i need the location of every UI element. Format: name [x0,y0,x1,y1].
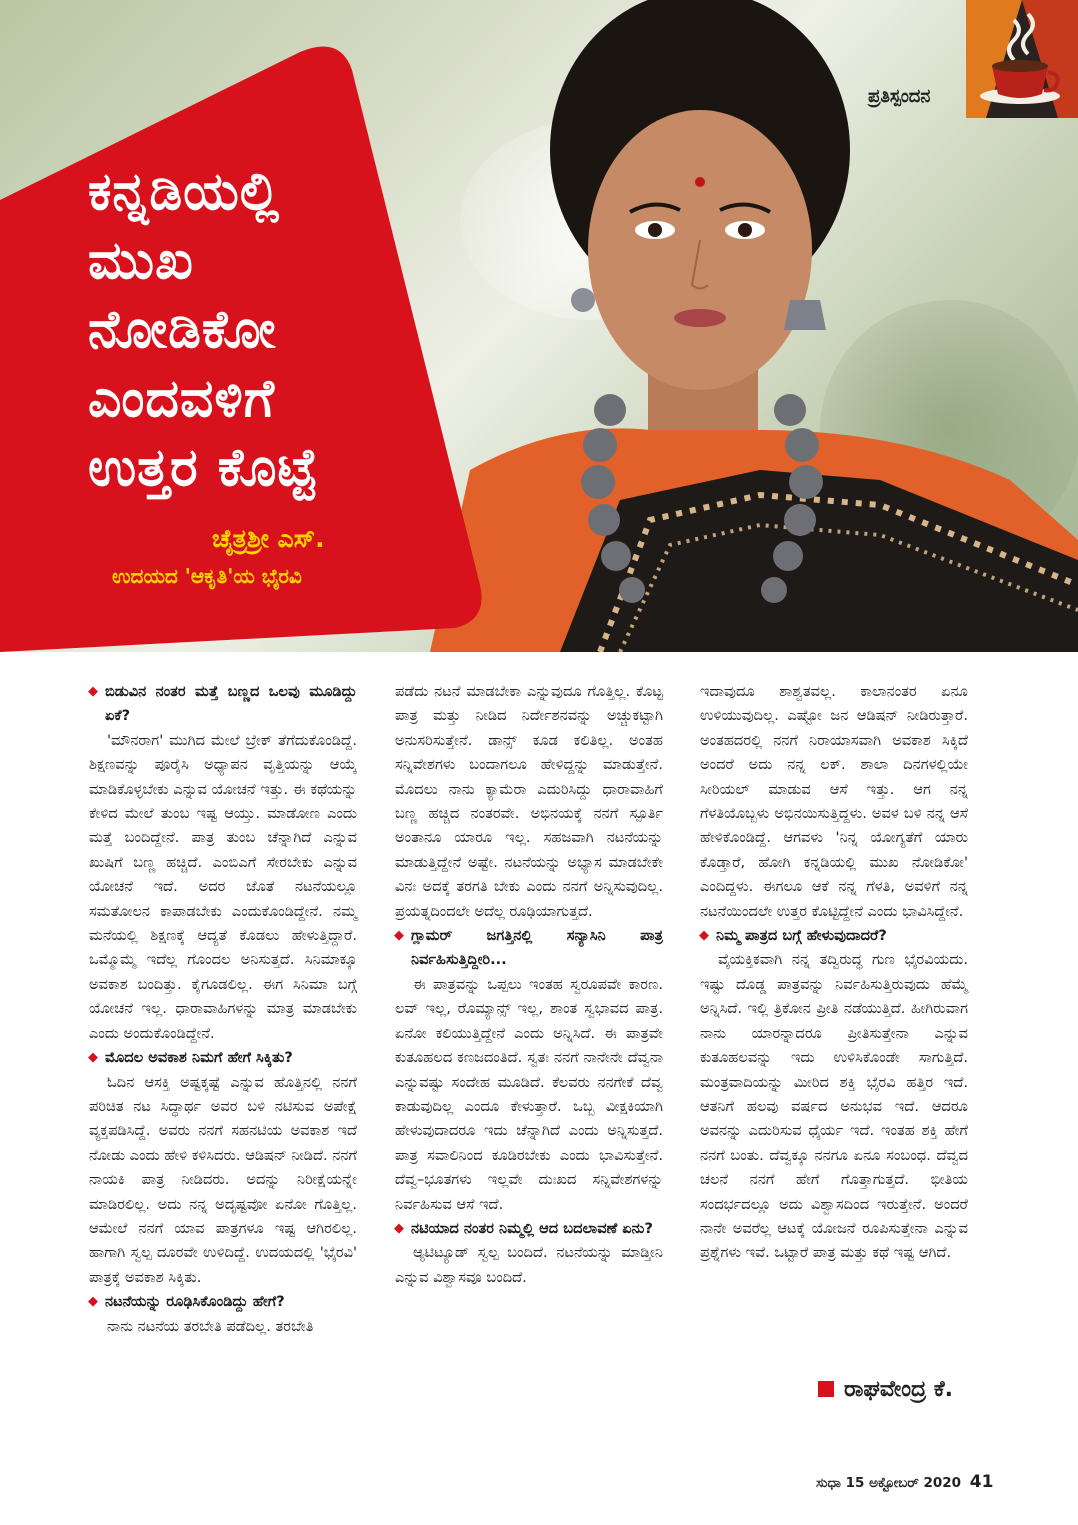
page-number: 41 [969,1472,994,1492]
article-column-1 [89,680,357,1339]
headline-line: ಮುಖ [88,231,194,291]
interview-answer: ಈ ಪಾತ್ರವನ್ನು ಒಪ್ಪಲು ಇಂತಹ ಸ್ವರೂಪವೇ ಕಾರಣ. ಲವ್ ಇಲ್ಲ, ರೊಮ್ಯಾನ್ಸ್ ಇಲ್ಲ, ಶಾಂತ ಸ್ವಭಾವದ ಪಾತ್ರ. ಏನೋ ಕಲಿಯುತ್ತಿದ್ದೇನೆ ಎಂದು ಅನ್ನಿಸಿದೆ. ಈ ಪಾತ್ರವೇ ಕುತೂಹಲದ ಕಣಜದಂತಿದೆ. ಸ್ವತಃ ನನಗೆ ನಾನೇನೇ ದೆವ್ವನಾ ಎನ್ನುವಷ್ಟು ಸಂದೇಹ ಮೂಡಿದೆ. ಕೆಲವರು ನನಗೇಕೆ ದೆವ್ವ ಕಾಡುವುದಿಲ್ಲ ಎಂದೂ ಕೇಳುತ್ತಾರೆ. ಒಬ್ಬ ವೀಕ್ಷಕಿಯಾಗಿ ಹೇಳುವುದಾದರೂ ಇದು ಚೆನ್ನಾಗಿದೆ ಎಂದು ಅನ್ನಿಸುತ್ತದೆ. ಪಾತ್ರ ಸವಾಲಿನಿಂದ ಕೂಡಿರಬೇಕು ಎಂದು ಭಾವಿಸುತ್ತೇನೆ. ದೆವ್ವ–ಭೂತಗಳು ಇಲ್ಲವೇ ದುಃಖದ ಸನ್ನಿವೇಶಗಳನ್ನು ನಿರ್ವಹಿಸುವ ಆಸೆ ಇದೆ. [395,975,663,1213]
interview-question: ◆ ನಟನೆಯನ್ನು ರೂಢಿಸಿಕೊಂಡಿದ್ದು ಹೇಗೆ? [89,1290,357,1314]
article-body [0,680,1078,1380]
page-footer [816,1472,993,1492]
interview-answer: ನಾನು ನಟನೆಯ ತರಬೇತಿ ಪಡೆದಿಲ್ಲ. ತರಬೇತಿ [107,1317,314,1335]
section-label: ಪ್ರತಿಸ್ಪಂದನ [868,86,931,107]
headline-line: ಕನ್ನಡಿಯಲ್ಲಿ [88,162,281,222]
byline-name: ಚೈತ್ರಶ್ರೀ ಎಸ್‌. [212,524,325,553]
coffee-cup-icon [966,0,1078,118]
interview-answer: ವೈಯಕ್ತಿಕವಾಗಿ ನನ್ನ ತದ್ವಿರುದ್ಧ ಗುಣ ಭೈರವಿಯದು. ಇಷ್ಟು ದೊಡ್ಡ ಪಾತ್ರವನ್ನು ನಿರ್ವಹಿಸುತ್ತಿರುವುದು ಹೆಮ್ಮೆ ಅನ್ನಿಸಿದೆ. ಇಲ್ಲಿ ತ್ರಿಕೋನ ಪ್ರೀತಿ ನಡೆಯುತ್ತಿದೆ. ಹೀಗಿರುವಾಗ ನಾನು ಯಾರನ್ನಾದರೂ ಪ್ರೀತಿಸುತ್ತೇನಾ ಎನ್ನುವ ಕುತೂಹಲವನ್ನು ಇದು ಉಳಿಸಿಕೊಂಡೇ ಸಾಗುತ್ತಿದೆ. ಮಂತ್ರವಾದಿಯನ್ನು ಮೀರಿದ ಶಕ್ತಿ ಭೈರವಿ ಹತ್ತಿರ ಇದೆ. ಆತನಿಗೆ ಹಲವು ವರ್ಷದ ಅನುಭವ ಇದೆ. ಆದರೂ ಅವನನ್ನು ಎದುರಿಸುವ ಧೈರ್ಯ ಇದೆ. ಇಂತಹ ಶಕ್ತಿ ಹೇಗೆ ನನಗೆ ಬಂತು. ದೆವ್ವಕ್ಕೂ ನನಗೂ ಏನೂ ಸಂಬಂಧ. ದೆವ್ವದ ಚಲನೆ ನನಗೆ ಹೇಗೆ ಗೊತ್ತಾಗುತ್ತದೆ. ಭೀತಿಯ ಸಂದರ್ಭದಲ್ಲೂ ಅದು ವಿಶ್ವಾಸದಿಂದ ಇರುತ್ತೇನೆ. ಅಂದರೆ ನಾನೇ ಅವರೆಲ್ಲ ಆಟಕ್ಕೆ ಯೋಜನೆ ರೂಪಿಸುತ್ತೇನಾ ಎನ್ನುವ ಪ್ರಶ್ನೆಗಳು ಇವೆ. ಒಟ್ಟಾರೆ ಪಾತ್ರ ಮತ್ತು ಕಥೆ ಇಷ್ಟ ಆಗಿದೆ. [700,951,968,1262]
interview-question: ◆ ಮೊದಲ ಅವಕಾಶ ನಿಮಗೆ ಹೇಗೆ ಸಿಕ್ಕಿತು? [89,1046,357,1070]
headline [88,158,418,503]
section-logo [966,0,1078,118]
interview-answer: ಪಡೆದು ನಟನೆ ಮಾಡಬೇಕಾ ಎನ್ನುವುದೂ ಗೊತ್ತಿಲ್ಲ. ಕೊಟ್ಟ ಪಾತ್ರ ಮತ್ತು ನೀಡಿದ ನಿರ್ದೇಶನವನ್ನು ಅಚ್ಚುಕಟ್ಟಾಗಿ ಅನುಸರಿಸುತ್ತೇನೆ. ಡಾನ್ಸ್ ಕೂಡ ಕಲಿತಿಲ್ಲ. ಅಂತಹ ಸನ್ನಿವೇಶಗಳು ಬಂದಾಗಲೂ ಹೇಳಿದ್ದನ್ನು ಮಾಡುತ್ತೇನೆ. ಮೊದಲು ನಾನು ಕ್ಯಾಮೆರಾ ಎದುರಿಸಿದ್ದು ಧಾರಾವಾಹಿಗೆ ಬಣ್ಣ ಹಚ್ಚಿದ ನಂತರವೇ. ಅಭಿನಯಕ್ಕೆ ನನಗೆ ಸ್ಪೂರ್ತಿ ಅಂತಾನೂ ಯಾರೂ ಇಲ್ಲ. ಸಹಜವಾಗಿ ನಟನೆಯನ್ನು ಮಾಡುತ್ತಿದ್ದೇನೆ ಅಷ್ಟೇ. ನಟನೆಯನ್ನು ಅಭ್ಯಾಸ ಮಾಡಬೇಕೇ ವಿನಃ ಅದಕ್ಕೆ ತರಗತಿ ಬೇಕು ಎಂದು ನನಗೆ ಅನ್ನಿಸುವುದಿಲ್ಲ. ಪ್ರಯತ್ನದಿಂದಲೇ ಅದೆಲ್ಲ ರೂಢಿಯಾಗುತ್ತದೆ. [395,683,663,920]
interview-answer: ಆ್ಯಟಿಟ್ಯೂಡ್ ಸ್ವಲ್ಪ ಬಂದಿದೆ. ನಟನೆಯನ್ನು ಮಾಡ್ತೀನಿ ಎನ್ನುವ ವಿಶ್ವಾಸವೂ ಬಂದಿದೆ. [395,1244,663,1286]
article-column-2 [395,680,663,1290]
hero-section [0,0,1078,652]
author-credit: ರಾಘವೇಂದ್ರ ಕೆ. [818,1377,953,1402]
headline-line: ನೋಡಿಕೋ [88,300,277,360]
byline-role: ಉದಯದ 'ಆಕೃತಿ'ಯ ಭೈರವಿ [112,564,302,588]
headline-line: ಉತ್ತರ ಕೊಟ್ಟೆ [88,438,319,498]
interview-question: ◆ ನಟಿಯಾದ ನಂತರ ನಿಮ್ಮಲ್ಲಿ ಆದ ಬದಲಾವಣೆ ಏನು? [395,1217,663,1241]
interview-question: ◆ ನಿಮ್ಮ ಪಾತ್ರದ ಬಗ್ಗೆ ಹೇಳುವುದಾದರೆ? [700,924,968,948]
issue-date: ಸುಧಾ 15 ಅಕ್ಟೋಬರ್ 2020 [816,1475,962,1491]
headline-line: ಎಂದವಳಿಗೆ [88,369,275,429]
interview-answer: 'ಮೌನರಾಗ' ಮುಗಿದ ಮೇಲೆ ಬ್ರೇಕ್ ತೆಗೆದುಕೊಂಡಿದ್ದೆ. ಶಿಕ್ಷಣವನ್ನು ಪೂರೈಸಿ ಅಧ್ಯಾಪನ ವೃತ್ತಿಯನ್ನು ಆಯ್ಕೆ ಮಾಡಿಕೊಳ್ಳಬೇಕು ಎನ್ನುವ ಯೋಚನೆ ಇತ್ತು. ಈ ಕಥೆಯನ್ನು ಕೇಳಿದ ಮೇಲೆ ತುಂಬ ಇಷ್ಟ ಆಯ್ತು. ಮಾಡೋಣ ಎಂದು ಮತ್ತೆ ಬಂದಿದ್ದೇನೆ. ಪಾತ್ರ ತುಂಬ ಚೆನ್ನಾಗಿದೆ ಎನ್ನುವ ಖುಷಿಗೆ ಬಣ್ಣ ಹಚ್ಚಿದೆ. ಎಂಬಿಎಗೆ ಸೇರಬೇಕು ಎನ್ನುವ ಯೋಚನೆ ಇದೆ. ಅದರ ಜೊತೆ ನಟನೆಯಲ್ಲೂ ಸಮತೋಲನ ಕಾಪಾಡಬೇಕು ಎಂದುಕೊಂಡಿದ್ದೇನೆ. ನಮ್ಮ ಮನೆಯಲ್ಲಿ ಶಿಕ್ಷಣಕ್ಕೆ ಆದ್ಯತೆ ಕೊಡಲು ಹೇಳುತ್ತಿದ್ದಾರೆ. ಒಮ್ಮೊಮ್ಮೆ ಇದೆಲ್ಲ ಗೊಂದಲ ಅನಿಸುತ್ತದೆ. ಸಿನಿಮಾಕ್ಕೂ ಅವಕಾಶ ಬಂದಿತ್ತು. ಕೈಗೂಡಲಿಲ್ಲ. ಈಗ ಸಿನಿಮಾ ಬಗ್ಗೆ ಯೋಚನೆ ಇಲ್ಲ. ಧಾರಾವಾಹಿಗಳನ್ನು ಮಾತ್ರ ಮಾಡಬೇಕು ಎಂದು ಅಂದುಕೊಂಡಿದ್ದೇನೆ. [89,731,357,1042]
interview-question: ◆ ಗ್ಲಾಮರ್ ಜಗತ್ತಿನಲ್ಲಿ ಸನ್ಯಾಸಿನಿ ಪಾತ್ರ ನಿರ್ವಹಿಸುತ್ತಿದ್ದೀರಿ... [395,924,663,973]
interview-answer: ಓದಿನ ಆಸಕ್ತಿ ಅಷ್ಟಕ್ಕಷ್ಟೆ ಎನ್ನುವ ಹೊತ್ತಿನಲ್ಲಿ ನನಗೆ ಪರಿಚಿತ ನಟ ಸಿದ್ಧಾರ್ಥ ಅವರ ಬಳಿ ನಟಿಸುವ ಅಪೇಕ್ಷೆ ವ್ಯಕ್ತಪಡಿಸಿದ್ದೆ. ಅವರು ನನಗೆ ಸಹನಟಿಯ ಅವಕಾಶ ಇದೆ ನೋಡು ಎಂದು ಹೇಳಿ ಕಳಿಸಿದರು. ಆಡಿಷನ್ ನೀಡಿದೆ. ನನಗೆ ನಾಯಕಿ ಪಾತ್ರ ನೀಡಿದರು. ಅದನ್ನು ನಿರೀಕ್ಷೆಯನ್ನೇ ಮಾಡಿರಲಿಲ್ಲ. ಅದು ನನ್ನ ಅದೃಷ್ಟವೋ ಏನೋ ಗೊತ್ತಿಲ್ಲ. ಆಮೇಲೆ ನನಗೆ ಯಾವ ಪಾತ್ರಗಳೂ ಇಷ್ಟ ಆಗಿರಲಿಲ್ಲ. ಹಾಗಾಗಿ ಸ್ವಲ್ಪ ದೂರವೇ ಉಳಿದಿದ್ದೆ. ಉದಯದಲ್ಲಿ 'ಭೈರವಿ' ಪಾತ್ರಕ್ಕೆ ಅವಕಾಶ ಸಿಕ್ಕಿತು. [89,1073,357,1286]
interview-answer: ಇದಾವುದೂ ಶಾಶ್ವತವಲ್ಲ. ಕಾಲಾನಂತರ ಏನೂ ಉಳಿಯುವುದಿಲ್ಲ. ಎಷ್ಟೋ ಜನ ಆಡಿಷನ್ ನೀಡಿರುತ್ತಾರೆ. ಅಂತಹದರಲ್ಲಿ ನನಗೆ ನಿರಾಯಾಸವಾಗಿ ಅವಕಾಶ ಸಿಕ್ಕಿದೆ ಅಂದರೆ ಅದು ನನ್ನ ಲಕ್. ಶಾಲಾ ದಿನಗಳಲ್ಲಿಯೇ ಸೀರಿಯಲ್ ಮಾಡುವ ಆಸೆ ಇತ್ತು. ಆಗ ನನ್ನ ಗೆಳತಿಯೊಬ್ಬಳು ಅಭಿನಯಿಸುತ್ತಿದ್ದಳು. ಅವಳ ಬಳಿ ನನ್ನ ಆಸೆ ಹೇಳಿಕೊಂಡಿದ್ದೆ. ಆಗವಳು 'ನಿನ್ನ ಯೋಗ್ಯತೆಗೆ ಯಾರು ಕೊಡ್ತಾರೆ, ಹೋಗಿ ಕನ್ನಡಿಯಲ್ಲಿ ಮುಖ ನೋಡಿಕೋ' ಎಂದಿದ್ದಳು. ಈಗಲೂ ಆಕೆ ನನ್ನ ಗೆಳತಿ, ಅವಳಿಗೆ ನನ್ನ ನಟನೆಯಿಂದಲೇ ಉತ್ತರ ಕೊಟ್ಟಿದ್ದೇನೆ ಎಂದು ಭಾವಿಸಿದ್ದೇನೆ. [700,683,968,920]
interview-question: ◆ ಬಿಡುವಿನ ನಂತರ ಮತ್ತೆ ಬಣ್ಣದ ಒಲವು ಮೂಡಿದ್ದು ಏಕೆ? [89,680,357,729]
article-column-3 [700,680,968,1266]
